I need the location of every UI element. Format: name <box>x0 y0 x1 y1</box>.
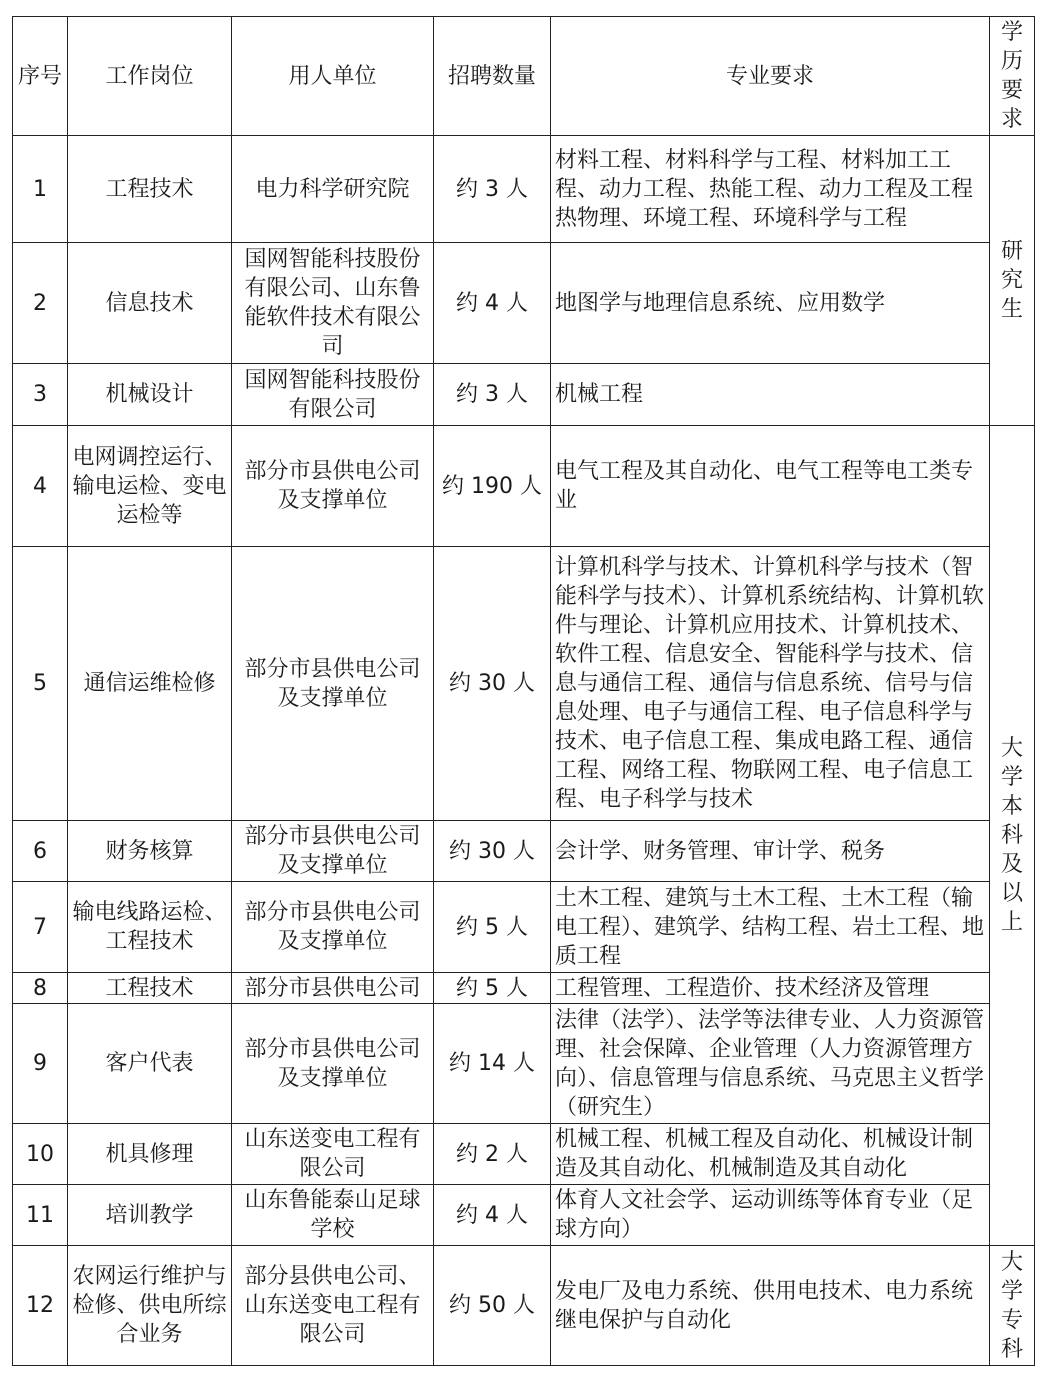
cell-unit: 部分市县供电公司及支撑单位 <box>232 1004 434 1124</box>
education-char: 研 <box>1000 239 1023 264</box>
cell-count: 约 30 人 <box>434 821 551 882</box>
cell-major: 土木工程、建筑与土木工程、土木工程（输电工程）、建筑学、结构工程、岩土工程、地质工程 <box>551 882 990 973</box>
cell-unit: 部分市县供电公司及支撑单位 <box>232 547 434 821</box>
education-char: 本 <box>1000 794 1023 819</box>
cell-seq: 5 <box>13 547 68 821</box>
cell-major: 会计学、财务管理、审计学、税务 <box>551 821 990 882</box>
education-char: 科 <box>1000 823 1023 848</box>
cell-count: 约 5 人 <box>434 882 551 973</box>
education-char: 学 <box>1000 1278 1023 1304</box>
table-row <box>13 136 1035 243</box>
education-char: 及 <box>1000 852 1023 877</box>
cell-major: 体育人文社会学、运动训练等体育专业（足球方向） <box>551 1185 990 1246</box>
cell-post: 信息技术 <box>68 243 232 364</box>
cell-count: 约 50 人 <box>434 1246 551 1366</box>
cell-post: 财务核算 <box>68 821 232 882</box>
cell-unit: 山东送变电工程有限公司 <box>232 1124 434 1185</box>
cell-seq: 9 <box>13 1004 68 1124</box>
cell-seq: 11 <box>13 1185 68 1246</box>
table-row <box>13 821 1035 882</box>
cell-education-graduate <box>990 136 1035 426</box>
cell-major: 发电厂及电力系统、供用电技术、电力系统继电保护与自动化 <box>551 1246 990 1366</box>
header-post: 工作岗位 <box>68 17 232 136</box>
table-row <box>13 243 1035 364</box>
cell-seq: 7 <box>13 882 68 973</box>
cell-seq: 4 <box>13 426 68 547</box>
cell-unit: 部分市县供电公司及支撑单位 <box>232 821 434 882</box>
cell-unit: 部分县供电公司、山东送变电工程有限公司 <box>232 1246 434 1366</box>
cell-seq: 8 <box>13 973 68 1004</box>
cell-major: 地图学与地理信息系统、应用数学 <box>551 243 990 364</box>
table-row <box>13 882 1035 973</box>
cell-unit: 国网智能科技股份有限公司、山东鲁能软件技术有限公司 <box>232 243 434 364</box>
cell-seq: 10 <box>13 1124 68 1185</box>
cell-count: 约 2 人 <box>434 1124 551 1185</box>
header-education-char: 要 <box>1000 78 1023 103</box>
cell-major: 电气工程及其自动化、电气工程等电工类专业 <box>551 426 990 547</box>
table-row <box>13 1246 1035 1366</box>
cell-education-associate <box>990 1246 1035 1366</box>
cell-count: 约 4 人 <box>434 243 551 364</box>
cell-major: 工程管理、工程造价、技术经济及管理 <box>551 973 990 1004</box>
cell-seq: 6 <box>13 821 68 882</box>
cell-post: 电网调控运行、输电运检、变电运检等 <box>68 426 232 547</box>
cell-post: 通信运维检修 <box>68 547 232 821</box>
cell-unit: 山东鲁能泰山足球学校 <box>232 1185 434 1246</box>
cell-seq: 1 <box>13 136 68 243</box>
cell-seq: 12 <box>13 1246 68 1366</box>
cell-unit: 部分市县供电公司 <box>232 973 434 1004</box>
education-char: 科 <box>1000 1336 1023 1362</box>
cell-count: 约 14 人 <box>434 1004 551 1124</box>
cell-post: 工程技术 <box>68 136 232 243</box>
education-char: 专 <box>1000 1307 1023 1333</box>
table-row <box>13 426 1035 547</box>
cell-major: 法律（法学）、法学等法律专业、人力资源管理、社会保障、企业管理（人力资源管理方向）、信息管理与信息系统、马克思主义哲学（研究生） <box>551 1004 990 1124</box>
cell-major: 计算机科学与技术、计算机科学与技术（智能科学与技术）、计算机系统结构、计算机软件与理论、计算机应用技术、计算机技术、软件工程、信息安全、智能科学与技术、信息与通信工程、通信与信息系统、信号与信息处理、电子与通信工程、电子信息科学与技术、电子信息工程、集成电路工程、通信工程、网络工程、物联网工程、电子信息工程、电子科学与技术 <box>551 547 990 821</box>
cell-seq: 3 <box>13 364 68 426</box>
header-education-char: 求 <box>1000 107 1023 132</box>
education-char: 生 <box>1000 297 1023 322</box>
education-char: 学 <box>1000 765 1023 790</box>
table-row <box>13 1124 1035 1185</box>
education-char: 究 <box>1000 268 1023 293</box>
table-row <box>13 973 1035 1004</box>
header-education-char: 学 <box>1000 20 1023 45</box>
table-row <box>13 547 1035 821</box>
cell-count: 约 30 人 <box>434 547 551 821</box>
cell-major: 材料工程、材料科学与工程、材料加工工程、动力工程、热能工程、动力工程及工程热物理、环境工程、环境科学与工程 <box>551 136 990 243</box>
cell-major: 机械工程 <box>551 364 990 426</box>
education-char: 以 <box>1000 881 1023 906</box>
cell-post: 机具修理 <box>68 1124 232 1185</box>
cell-unit: 部分市县供电公司及支撑单位 <box>232 426 434 547</box>
cell-seq: 2 <box>13 243 68 364</box>
header-count: 招聘数量 <box>434 17 551 136</box>
cell-count: 约 3 人 <box>434 364 551 426</box>
cell-count: 约 3 人 <box>434 136 551 243</box>
header-seq: 序号 <box>13 17 68 136</box>
cell-count: 约 4 人 <box>434 1185 551 1246</box>
cell-post: 机械设计 <box>68 364 232 426</box>
cell-post: 农网运行维护与检修、供电所综合业务 <box>68 1246 232 1366</box>
header-row <box>13 17 1035 136</box>
header-education-char: 历 <box>1000 49 1023 74</box>
cell-count: 约 5 人 <box>434 973 551 1004</box>
table-row <box>13 1185 1035 1246</box>
cell-unit: 部分市县供电公司及支撑单位 <box>232 882 434 973</box>
education-char: 大 <box>1000 1249 1023 1275</box>
recruitment-table <box>12 16 1035 1366</box>
education-char: 上 <box>1000 910 1023 935</box>
cell-post: 培训教学 <box>68 1185 232 1246</box>
header-unit: 用人单位 <box>232 17 434 136</box>
header-major: 专业要求 <box>551 17 990 136</box>
cell-post: 客户代表 <box>68 1004 232 1124</box>
table-row <box>13 1004 1035 1124</box>
cell-education-bachelor <box>990 426 1035 1246</box>
cell-unit: 电力科学研究院 <box>232 136 434 243</box>
cell-post: 输电线路运检、工程技术 <box>68 882 232 973</box>
recruitment-table-wrapper <box>12 16 1035 1366</box>
cell-major: 机械工程、机械工程及自动化、机械设计制造及其自动化、机械制造及其自动化 <box>551 1124 990 1185</box>
education-char: 大 <box>1000 736 1023 761</box>
cell-count: 约 190 人 <box>434 426 551 547</box>
cell-unit: 国网智能科技股份有限公司 <box>232 364 434 426</box>
cell-post: 工程技术 <box>68 973 232 1004</box>
table-row <box>13 364 1035 426</box>
header-education <box>990 17 1035 136</box>
